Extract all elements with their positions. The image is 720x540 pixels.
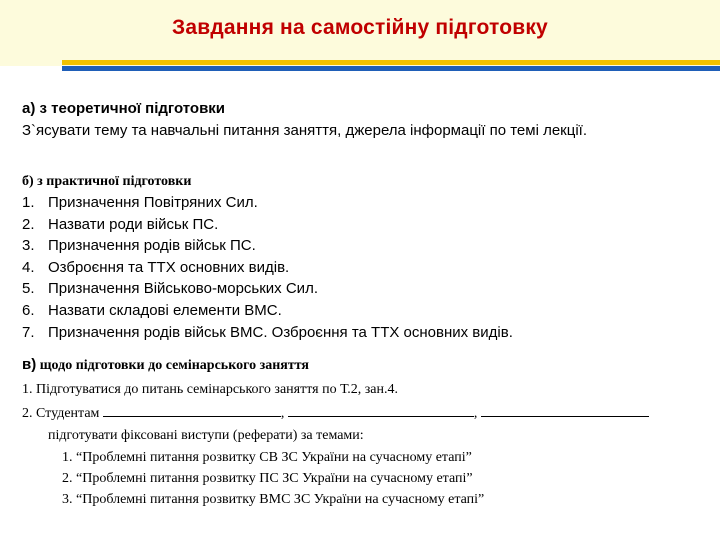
flag-stripe-yellow	[62, 60, 720, 65]
list-item-text: Призначення родів військ ПС.	[48, 237, 256, 255]
separator: ,	[473, 406, 478, 421]
practice-heading: б) з практичної підготовки	[22, 174, 192, 189]
list-item	[22, 235, 513, 257]
seminar-line-3: підготувати фіксовані виступи (реферати) за темами:	[48, 428, 364, 443]
list-item-text: Призначення Військово-морських Сил.	[48, 280, 318, 298]
student-name-blank-2	[288, 404, 474, 417]
list-item-text: Призначення Повітряних Сил.	[48, 194, 258, 211]
student-name-blank-1	[103, 404, 281, 417]
list-item-number: 5.	[22, 280, 35, 298]
page-title: Завдання на самостійну підготовку	[172, 16, 548, 39]
seminar-heading	[22, 356, 309, 374]
list-item-number: 6.	[22, 301, 35, 319]
seminar-line-1: 1. Підготуватися до питань семінарського заняття по Т.2, зан.4.	[22, 382, 398, 397]
list-item	[22, 214, 513, 236]
list-item-number: 4.	[22, 258, 35, 276]
topic-item: 3. “Проблемні питання розвитку ВМС ЗС України на сучасному етапі”	[62, 492, 485, 507]
seminar-heading-text: щодо підготовки до семінарського заняття	[39, 358, 309, 373]
list-item-text: Призначення родів військ ВМС. Озброєння та ТТХ основних видів.	[48, 323, 513, 341]
theory-body: З`ясувати тему та навчальні питання заняття, джерела інформації по темі лекції.	[22, 122, 588, 139]
list-item-number: 7.	[22, 323, 35, 341]
list-item	[22, 257, 513, 279]
topic-item: 2. “Проблемні питання розвитку ПС ЗС України на сучасному етапі”	[62, 471, 473, 486]
list-item	[22, 192, 513, 214]
student-name-blank-3	[481, 404, 649, 417]
list-item	[22, 322, 513, 344]
separator: ,	[280, 406, 285, 421]
students-label: 2. Студентам	[22, 406, 100, 421]
list-item	[22, 300, 513, 322]
list-item-text: Назвати складові елементи ВМС.	[48, 301, 282, 319]
seminar-heading-letter: в)	[22, 356, 37, 373]
list-item-text: Озброєння та ТТХ основних видів.	[48, 258, 290, 276]
practice-list	[22, 192, 513, 343]
list-item	[22, 278, 513, 300]
list-item-number: 2.	[22, 215, 35, 233]
theory-heading: а) з теоретичної підготовки	[22, 100, 226, 117]
list-item-number: 3.	[22, 237, 35, 255]
list-item-text: Назвати роди військ ПС.	[48, 215, 219, 233]
seminar-line-2	[22, 404, 649, 423]
flag-stripe-blue	[62, 66, 720, 71]
topic-item: 1. “Проблемні питання розвитку СВ ЗС України на сучасному етапі”	[62, 450, 472, 465]
list-item-number: 1.	[22, 194, 35, 211]
